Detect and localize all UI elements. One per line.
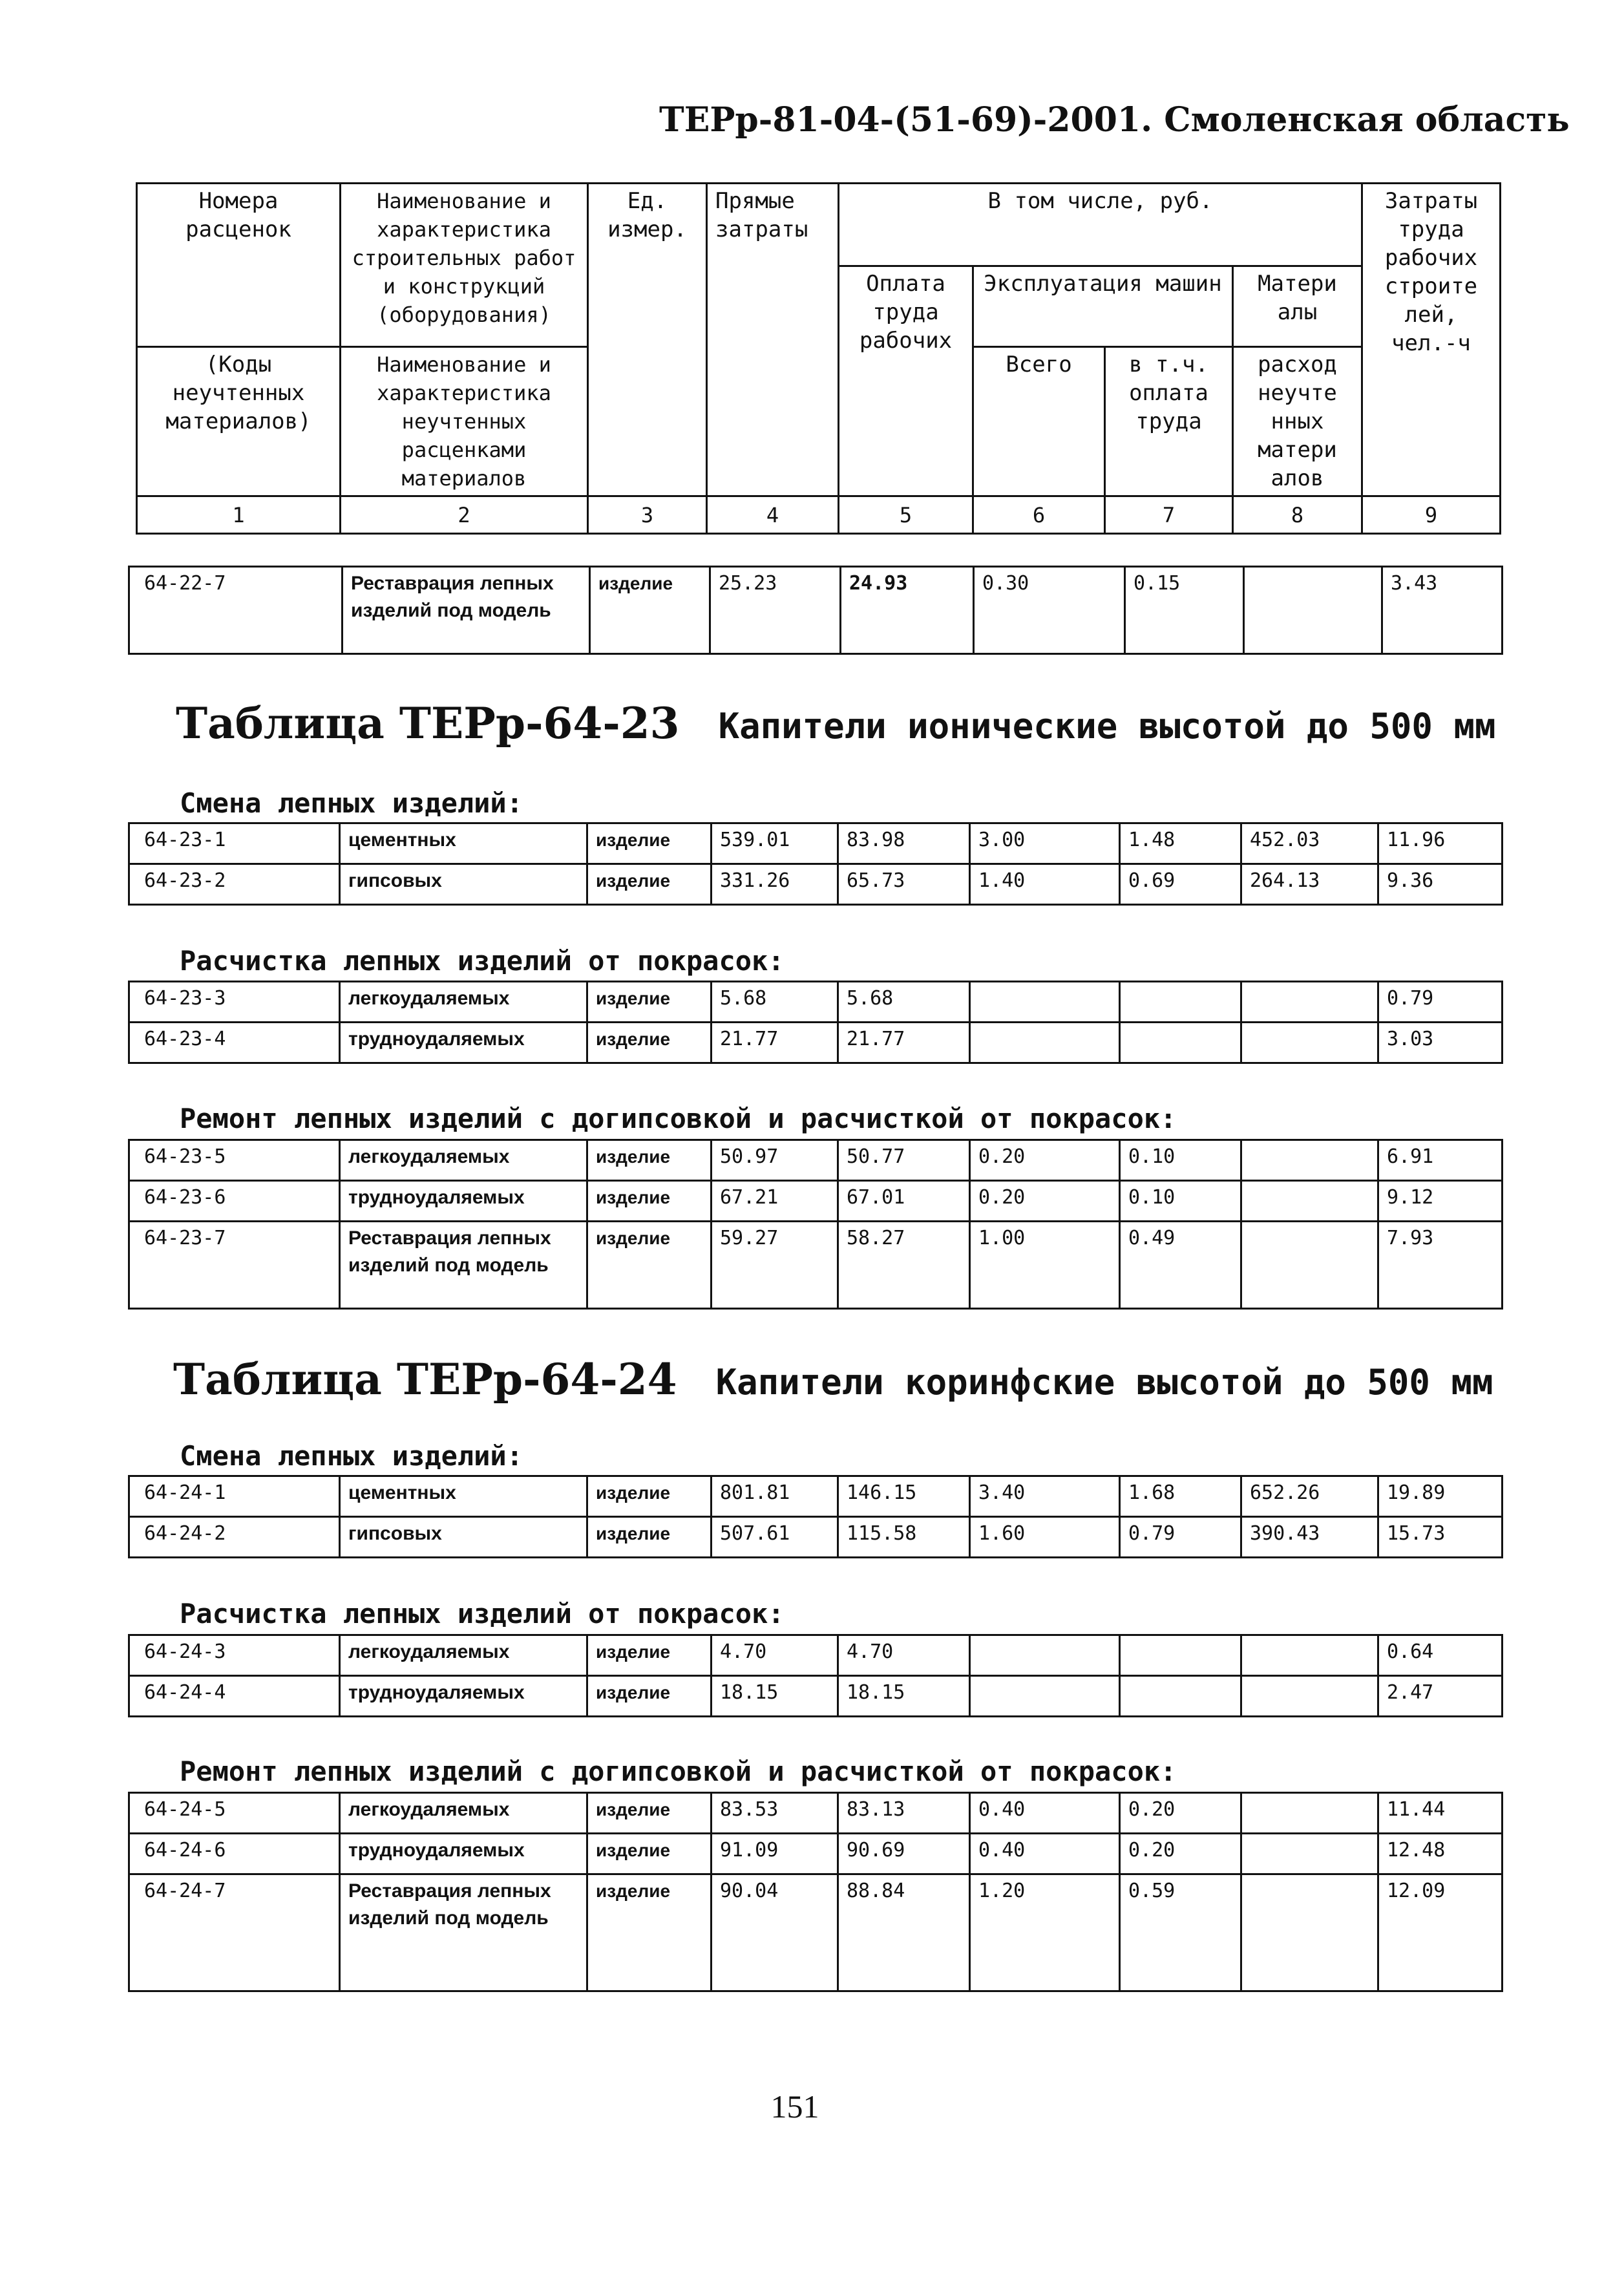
column-header-table (136, 182, 1501, 535)
row-unit: изделие (587, 1181, 712, 1222)
table-64-23-repair (128, 1139, 1503, 1310)
exp-header: Эксплуатация машин (973, 266, 1233, 347)
row-code: 64-24-2 (129, 1517, 340, 1558)
section-heading: Ремонт лепных изделий с догипсовкой и расчисткой от покрасок: (180, 1103, 1177, 1134)
row-labor-pay: 65.73 (838, 864, 970, 905)
row-machine-total (970, 982, 1120, 1023)
row-name: цементных (340, 823, 587, 864)
row-machine-labor: 0.20 (1120, 1834, 1241, 1874)
section-heading: Расчистка лепных изделий от покрасок: (180, 1598, 785, 1629)
table-row (129, 1793, 1503, 1834)
row-name: Реставрация лепных изделий под модель (343, 567, 590, 654)
table-row (129, 1676, 1503, 1717)
col-number-3: 3 (588, 496, 707, 534)
row-labor-hours: 6.91 (1378, 1140, 1503, 1181)
row-materials (1241, 1793, 1378, 1834)
col9-header: Затраты труда рабочих строите лей, чел.-ч (1362, 184, 1501, 496)
row-machine-total (970, 1676, 1120, 1717)
table-64-24-clean (128, 1634, 1503, 1717)
row-labor-hours: 2.47 (1378, 1676, 1503, 1717)
col6-header: Всего (973, 347, 1105, 496)
row-direct-costs: 25.23 (710, 567, 841, 654)
row-labor-pay: 5.68 (838, 982, 970, 1023)
row-name: Реставрация лепных изделий под модель (340, 1222, 587, 1309)
row-name: гипсовых (340, 1517, 587, 1558)
col8-header-bottom: расход неучте нных матери алов (1233, 347, 1362, 496)
row-name: гипсовых (340, 864, 587, 905)
row-name: легкоудаляемых (340, 1140, 587, 1181)
row-machine-total (970, 1635, 1120, 1676)
row-machine-labor (1120, 982, 1241, 1023)
row-machine-total: 0.30 (974, 567, 1125, 654)
row-code: 64-23-7 (129, 1222, 340, 1309)
col3-header: Ед. измер. (588, 184, 707, 496)
table-64-23-title: Таблица ТЕРр-64-23 Капители ионические высотой до 500 мм (176, 698, 1496, 748)
row-labor-hours: 19.89 (1378, 1476, 1503, 1517)
row-name: трудноудаляемых (340, 1676, 587, 1717)
row-machine-total: 0.20 (970, 1140, 1120, 1181)
row-unit: изделие (587, 1476, 712, 1517)
row-code: 64-23-2 (129, 864, 340, 905)
page-header: ТЕРр-81-04-(51-69)-2001. Смоленская область (659, 100, 1570, 140)
row-unit: изделие (587, 864, 712, 905)
row-direct-costs: 331.26 (712, 864, 838, 905)
table-row (129, 1517, 1503, 1558)
row-machine-labor (1120, 1023, 1241, 1063)
row-labor-hours: 9.36 (1378, 864, 1503, 905)
row-unit: изделие (587, 823, 712, 864)
row-machine-labor: 1.68 (1120, 1476, 1241, 1517)
col-number-1: 1 (137, 496, 341, 534)
row-machine-labor: 0.15 (1125, 567, 1244, 654)
row-machine-total: 3.40 (970, 1476, 1120, 1517)
row-code: 64-23-4 (129, 1023, 340, 1063)
row-code: 64-22-7 (129, 567, 343, 654)
row-materials (1241, 1874, 1378, 1991)
row-name: трудноудаляемых (340, 1181, 587, 1222)
section-heading: Ремонт лепных изделий с догипсовкой и расчисткой от покрасок: (180, 1756, 1177, 1787)
row-materials (1244, 567, 1382, 654)
col-number-9: 9 (1362, 496, 1501, 534)
row-code: 64-24-6 (129, 1834, 340, 1874)
row-machine-labor: 0.69 (1120, 864, 1241, 905)
row-labor-pay: 21.77 (838, 1023, 970, 1063)
group-header: В том числе, руб. (839, 184, 1362, 266)
table-row (129, 1222, 1503, 1309)
row-name: Реставрация лепных изделий под модель (340, 1874, 587, 1991)
row-labor-hours: 3.03 (1378, 1023, 1503, 1063)
row-direct-costs: 5.68 (712, 982, 838, 1023)
row-machine-labor: 0.10 (1120, 1140, 1241, 1181)
top-row-table (128, 566, 1503, 655)
table-64-24-repair (128, 1792, 1503, 1992)
row-labor-hours: 9.12 (1378, 1181, 1503, 1222)
table-64-24-replace (128, 1475, 1503, 1558)
row-machine-labor: 0.59 (1120, 1874, 1241, 1991)
row-machine-labor: 0.10 (1120, 1181, 1241, 1222)
row-direct-costs: 507.61 (712, 1517, 838, 1558)
row-direct-costs: 90.04 (712, 1874, 838, 1991)
table-row (129, 1874, 1503, 1991)
row-labor-hours: 3.43 (1382, 567, 1503, 654)
row-code: 64-24-3 (129, 1635, 340, 1676)
row-labor-hours: 11.44 (1378, 1793, 1503, 1834)
row-labor-hours: 0.64 (1378, 1635, 1503, 1676)
row-labor-pay: 50.77 (838, 1140, 970, 1181)
row-labor-pay: 58.27 (838, 1222, 970, 1309)
col5-header: Оплата труда рабочих (839, 266, 973, 496)
row-machine-labor (1120, 1635, 1241, 1676)
row-unit: изделие (587, 1635, 712, 1676)
table-row (129, 823, 1503, 864)
row-labor-pay: 90.69 (838, 1834, 970, 1874)
row-machine-labor: 1.48 (1120, 823, 1241, 864)
table-64-23-clean (128, 981, 1503, 1064)
row-code: 64-23-6 (129, 1181, 340, 1222)
row-materials (1241, 1023, 1378, 1063)
section-heading: Смена лепных изделий: (180, 787, 523, 819)
row-code: 64-24-1 (129, 1476, 340, 1517)
row-direct-costs: 18.15 (712, 1676, 838, 1717)
table-64-23-subtitle: Капители ионические высотой до 500 мм (718, 706, 1496, 747)
row-labor-hours: 0.79 (1378, 982, 1503, 1023)
row-code: 64-24-7 (129, 1874, 340, 1991)
col8-header-top: Матери алы (1233, 266, 1362, 347)
row-direct-costs: 83.53 (712, 1793, 838, 1834)
row-materials: 264.13 (1241, 864, 1378, 905)
row-direct-costs: 4.70 (712, 1635, 838, 1676)
row-unit: изделие (587, 1517, 712, 1558)
page-number: 151 (770, 2088, 819, 2125)
section-heading: Смена лепных изделий: (180, 1440, 523, 1472)
row-code: 64-23-1 (129, 823, 340, 864)
row-direct-costs: 21.77 (712, 1023, 838, 1063)
row-machine-total: 1.40 (970, 864, 1120, 905)
row-materials (1241, 1140, 1378, 1181)
row-machine-labor: 0.79 (1120, 1517, 1241, 1558)
row-name: трудноудаляемых (340, 1023, 587, 1063)
row-labor-pay: 67.01 (838, 1181, 970, 1222)
row-direct-costs: 67.21 (712, 1181, 838, 1222)
col-number-2: 2 (341, 496, 588, 534)
row-labor-hours: 12.48 (1378, 1834, 1503, 1874)
row-direct-costs: 539.01 (712, 823, 838, 864)
table-row (129, 1476, 1503, 1517)
row-unit: изделие (587, 1834, 712, 1874)
col1-header-bottom: (Коды неучтенных материалов) (137, 347, 341, 496)
row-labor-pay: 18.15 (838, 1676, 970, 1717)
row-unit: изделие (587, 1140, 712, 1181)
row-unit: изделие (587, 982, 712, 1023)
col2-header-bottom: Наименование и характеристика неучтенных расценками материалов (341, 347, 588, 496)
col-number-8: 8 (1233, 496, 1362, 534)
row-materials: 452.03 (1241, 823, 1378, 864)
row-machine-labor (1120, 1676, 1241, 1717)
row-code: 64-24-4 (129, 1676, 340, 1717)
row-name: легкоудаляемых (340, 1635, 587, 1676)
col2-header-top: Наименование и характеристика строительных работ и конструкций (оборудования) (341, 184, 588, 347)
row-code: 64-23-5 (129, 1140, 340, 1181)
row-direct-costs: 91.09 (712, 1834, 838, 1874)
row-materials (1241, 1222, 1378, 1309)
row-machine-total: 0.20 (970, 1181, 1120, 1222)
section-heading: Расчистка лепных изделий от покрасок: (180, 945, 785, 977)
table-row (129, 567, 1503, 654)
table-64-23-replace (128, 822, 1503, 906)
row-name: трудноудаляемых (340, 1834, 587, 1874)
row-machine-total: 0.40 (970, 1834, 1120, 1874)
table-row (129, 1140, 1503, 1181)
row-machine-total: 0.40 (970, 1793, 1120, 1834)
col-number-4: 4 (707, 496, 839, 534)
row-labor-pay: 88.84 (838, 1874, 970, 1991)
row-labor-pay: 4.70 (838, 1635, 970, 1676)
table-row (129, 1834, 1503, 1874)
col7-header: в т.ч. оплата труда (1105, 347, 1233, 496)
row-machine-total (970, 1023, 1120, 1063)
row-unit: изделие (590, 567, 710, 654)
row-materials (1241, 982, 1378, 1023)
row-materials: 390.43 (1241, 1517, 1378, 1558)
row-name: легкоудаляемых (340, 982, 587, 1023)
row-labor-hours: 15.73 (1378, 1517, 1503, 1558)
row-unit: изделие (587, 1023, 712, 1063)
row-machine-labor: 0.49 (1120, 1222, 1241, 1309)
table-64-24-subtitle: Капители коринфские высотой до 500 мм (715, 1362, 1493, 1403)
row-labor-pay: 83.98 (838, 823, 970, 864)
row-unit: изделие (587, 1222, 712, 1309)
col-number-7: 7 (1105, 496, 1233, 534)
row-labor-hours: 11.96 (1378, 823, 1503, 864)
col-number-5: 5 (839, 496, 973, 534)
row-direct-costs: 801.81 (712, 1476, 838, 1517)
row-machine-total: 1.20 (970, 1874, 1120, 1991)
table-row (129, 1023, 1503, 1063)
table-row (129, 1635, 1503, 1676)
col4-header: Прямые затраты (707, 184, 839, 496)
row-code: 64-23-3 (129, 982, 340, 1023)
row-labor-hours: 12.09 (1378, 1874, 1503, 1991)
row-unit: изделие (587, 1793, 712, 1834)
row-materials (1241, 1635, 1378, 1676)
row-labor-hours: 7.93 (1378, 1222, 1503, 1309)
row-name: цементных (340, 1476, 587, 1517)
row-materials (1241, 1181, 1378, 1222)
table-row (129, 1181, 1503, 1222)
row-direct-costs: 50.97 (712, 1140, 838, 1181)
row-unit: изделие (587, 1676, 712, 1717)
row-direct-costs: 59.27 (712, 1222, 838, 1309)
row-labor-pay: 83.13 (838, 1793, 970, 1834)
row-machine-labor: 0.20 (1120, 1793, 1241, 1834)
row-unit: изделие (587, 1874, 712, 1991)
row-materials (1241, 1834, 1378, 1874)
row-machine-total: 1.00 (970, 1222, 1120, 1309)
row-materials: 652.26 (1241, 1476, 1378, 1517)
table-row (129, 982, 1503, 1023)
row-labor-pay: 24.93 (841, 567, 974, 654)
row-materials (1241, 1676, 1378, 1717)
row-machine-total: 3.00 (970, 823, 1120, 864)
row-machine-total: 1.60 (970, 1517, 1120, 1558)
row-code: 64-24-5 (129, 1793, 340, 1834)
row-name: легкоудаляемых (340, 1793, 587, 1834)
col1-header-top: Номера расценок (137, 184, 341, 347)
row-labor-pay: 146.15 (838, 1476, 970, 1517)
table-64-24-title: Таблица ТЕРр-64-24 Капители коринфские высотой до 500 мм (173, 1354, 1493, 1405)
col-number-6: 6 (973, 496, 1105, 534)
table-row (129, 864, 1503, 905)
row-labor-pay: 115.58 (838, 1517, 970, 1558)
